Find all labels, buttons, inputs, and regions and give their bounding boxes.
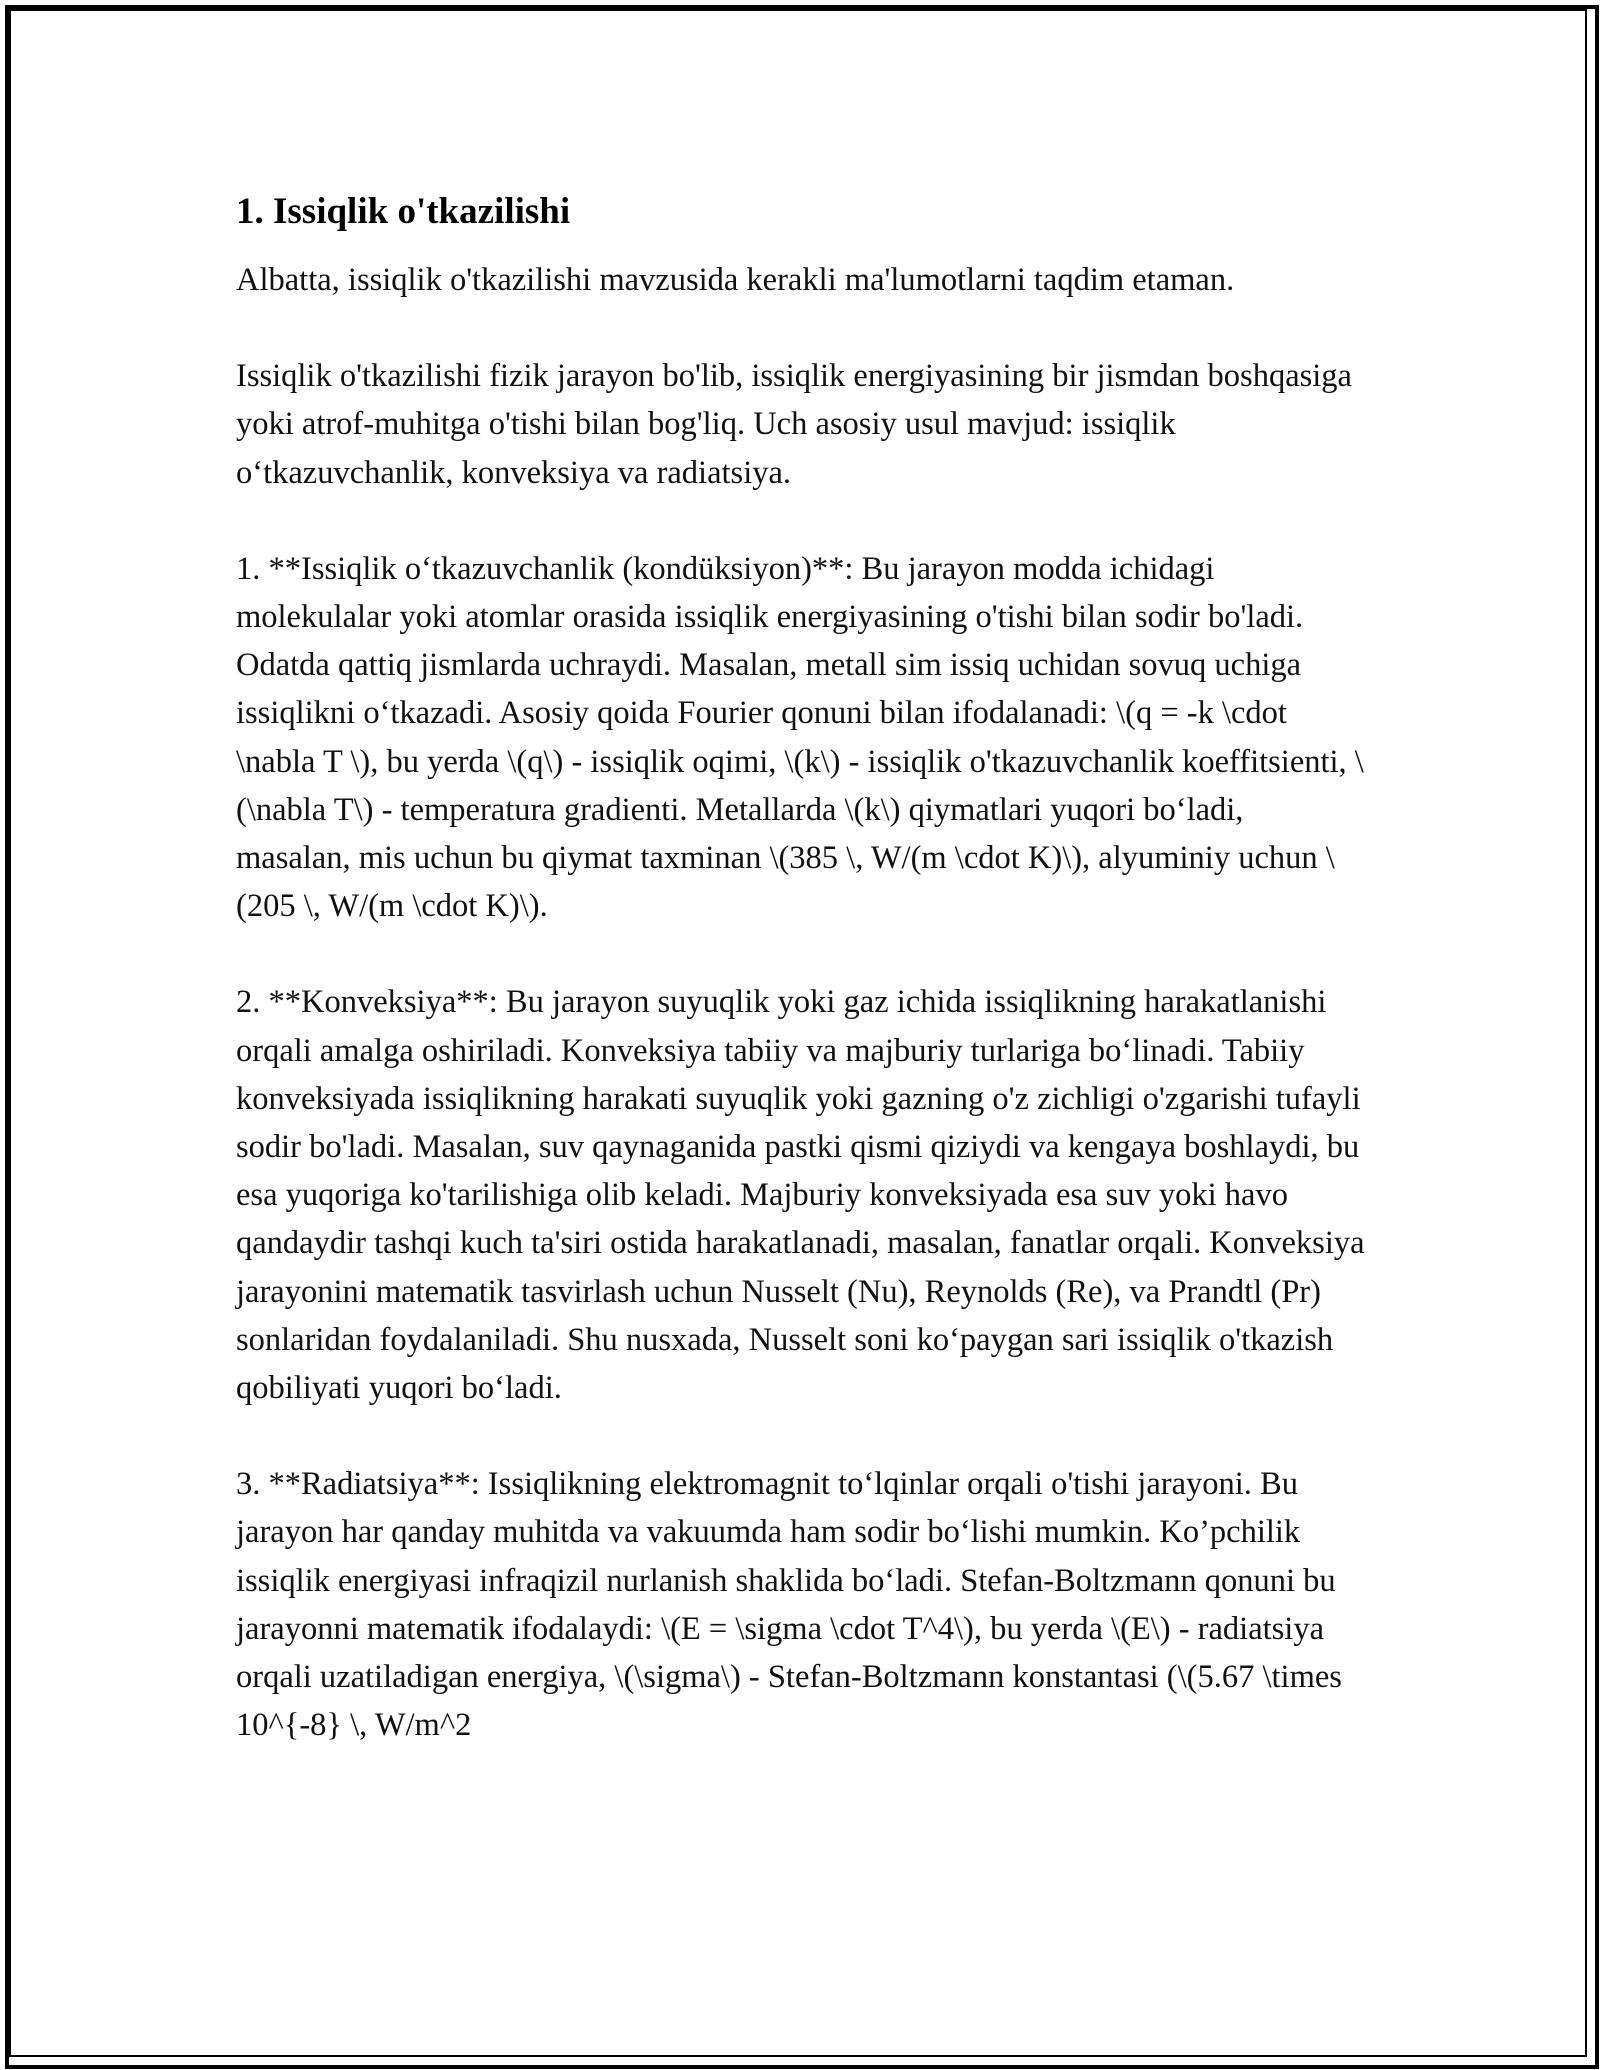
section-heading: 1. Issiqlik o'tkazilishi — [236, 191, 571, 232]
radiation-paragraph: 3. **Radiatsiya**: Issiqlikning elektromagnit to‘lqinlar orqali o'tishi jarayoni. Bu jarayon har qanday muhitda va vakuumda ham sodir bo‘lishi mumkin. Ko’pchilik issiqlik energiyasi infraqizil nurlanish shaklida bo‘ladi. Stefan-Boltzmann qonuni bu jarayonni matematik ifodalaydi: \(E = \sigma \cdot T^4\), bu yerda \(E\) - radiatsiya orqali uzatiladigan energiya, \(\sigma\) - Stefan-Boltzmann konstantasi (\(5.67 \times 10^{-8} \, W/m^2 — [236, 1466, 1342, 1744]
document-body — [236, 188, 1366, 1797]
overview-paragraph: Issiqlik o'tkazilishi fizik jarayon bo'lib, issiqlik energiyasining bir jismdan boshqasiga yoki atrof-muhitga o'tishi bilan bog'liq. Uch asosiy usul mavjud: issiqlik o‘tkazuvchanlik, konveksiya va radiatsiya. — [236, 358, 1352, 491]
conduction-paragraph: 1. **Issiqlik o‘tkazuvchanlik (kondüksiyon)**: Bu jarayon modda ichidagi molekulalar yoki atomlar orasida issiqlik energiyasining o'tishi bilan sodir bo'ladi. Odatda qattiq jismlarda uchraydi. Masalan, metall sim issiq uchidan sovuq uchiga issiqlikni o‘tkazadi. Asosiy qoida Fourier qonuni bilan ifodalanadi: \(q = -k \cdot \nabla T \), bu yerda \(q\) - issiqlik oqimi, \(k\) - issiqlik o'tkazuvchanlik koeffitsienti, \(\nabla T\) - temperatura gradienti. Metallarda \(k\) qiymatlari yuqori bo‘ladi, masalan, mis uchun bu qiymat taxminan \(385 \, W/(m \cdot K)\), alyuminiy uchun \(205 \, W/(m \cdot K)\). — [236, 550, 1364, 925]
convection-paragraph: 2. **Konveksiya**: Bu jarayon suyuqlik yoki gaz ichida issiqlikning harakatlanishi orqali amalga oshiriladi. Konveksiya tabiiy va majburiy turlariga bo‘linadi. Tabiiy konveksiyada issiqlikning harakati suyuqlik yoki gazning o'z zichligi o'zgarishi tufayli sodir bo'ladi. Masalan, suv qaynaganida pastki qismi qiziydi va kengaya boshlaydi, bu esa yuqoriga ko'tarilishiga olib keladi. Majburiy konveksiyada esa suv yoki havo qandaydir tashqi kuch ta'siri ostida harakatlanadi, masalan, fanatlar orqali. Konveksiya jarayonini matematik tasvirlash uchun Nusselt (Nu), Reynolds (Re), va Prandtl (Pr) sonlaridan foydalaniladi. Shu nusxada, Nusselt soni ko‘paygan sari issiqlik o'tkazish qobiliyati yuqori bo‘ladi. — [236, 984, 1365, 1407]
intro-paragraph: Albatta, issiqlik o'tkazilishi mavzusida kerakli ma'lumotlarni taqdim etaman. — [236, 262, 1235, 298]
